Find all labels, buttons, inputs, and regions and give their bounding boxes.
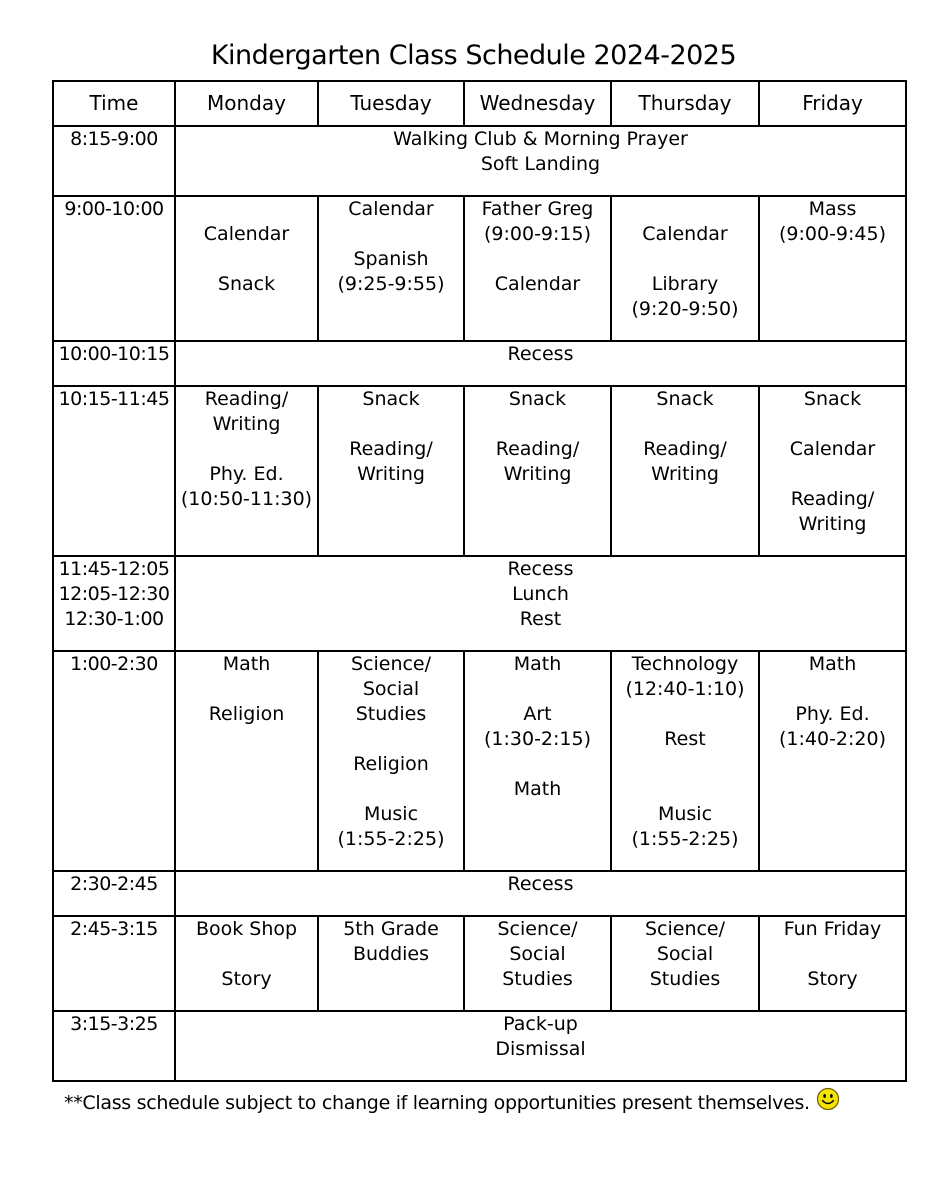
wednesday-activity-cell [464,386,611,556]
schedule-row [53,196,906,341]
time-cell [53,341,175,386]
activity-line: Studies [502,968,573,990]
activity-blank-line [176,197,317,222]
header-thursday: Thursday [611,81,759,126]
schedule-row [53,126,906,196]
friday-activity-cell [759,916,906,1011]
wednesday-activity-cell [464,651,611,871]
time-cell [53,871,175,916]
monday-activity-cell [175,916,318,1011]
time-line: 10:15-11:45 [58,388,170,410]
activity-line: Calendar [203,223,290,245]
activity-line: (1:55-2:25) [631,828,739,850]
time-line: 1:00-2:30 [70,653,158,675]
activity-line: Writing [651,463,719,485]
activity-line: Recess [507,343,574,365]
activity-line: Recess [507,873,574,895]
activity-line: Writing [357,463,425,485]
time-cell [53,126,175,196]
activity-line: Snack [803,388,862,410]
activity-line: Writing [798,513,867,535]
time-line: 2:45-3:15 [70,918,158,940]
activity-line: Walking Club & Morning Prayer [393,128,688,150]
activity-line: Snack [656,388,714,410]
activity-line: Religion [353,753,429,775]
activity-line: Calendar [789,438,876,460]
activity-line: Reading/ [349,438,433,460]
schedule-row [53,1011,906,1081]
activity-line: (1:30-2:15) [483,728,591,750]
header-monday: Monday [175,81,318,126]
activity-line: (12:40-1:10) [625,678,745,700]
class-schedule-table [52,80,907,1082]
smiley-face-icon [816,1087,840,1111]
activity-blank-line [760,942,905,967]
activity-blank-line [760,462,905,487]
schedule-row [53,386,906,556]
activity-blank-line [176,942,317,967]
activity-blank-line [612,702,758,727]
activity-line: Father Greg [481,198,594,220]
schedule-row [53,651,906,871]
activity-line: Buddies [352,943,430,965]
activity-line: (1:55-2:25) [337,828,445,850]
activity-line: Rest [519,608,562,630]
activity-line: Phy. Ed. [209,463,284,485]
all-days-activity-cell [175,1011,906,1081]
time-cell [53,196,175,341]
activity-blank-line [612,197,758,222]
activity-line: Snack [508,388,567,410]
activity-line: Music [657,803,713,825]
activity-line: Music [363,803,419,825]
all-days-activity-cell [175,126,906,196]
monday-activity-cell [175,196,318,341]
tuesday-activity-cell [318,386,464,556]
activity-blank-line [319,222,463,247]
activity-blank-line [465,752,610,777]
all-days-activity-cell [175,341,906,386]
activity-line: (9:00-9:45) [778,223,886,245]
activity-line: Studies [649,968,721,990]
activity-line: Snack [217,273,276,295]
all-days-activity-cell [175,871,906,916]
time-line: 3:15-3:25 [70,1013,158,1035]
activity-blank-line [612,777,758,802]
activity-line: (1:40-2:20) [778,728,886,750]
page-title: Kindergarten Class Schedule 2024-2025 [210,40,737,71]
time-line: 9:00-10:00 [64,198,164,220]
time-cell [53,386,175,556]
activity-line: Lunch [512,583,569,605]
activity-blank-line [319,727,463,752]
thursday-activity-cell [611,196,759,341]
activity-line: Soft Landing [480,153,601,175]
activity-line: Reading/ [204,388,289,410]
activity-line: Reading/ [790,488,875,510]
schedule-row [53,556,906,651]
activity-line: Science/ [497,918,578,940]
thursday-activity-cell [611,386,759,556]
activity-line: Math [513,778,562,800]
activity-line: Science/ [644,918,726,940]
activity-line: 5th Grade [343,918,439,940]
activity-blank-line [465,247,610,272]
activity-line: Dismissal [495,1038,586,1060]
activity-line: Social [509,943,566,965]
activity-blank-line [176,677,317,702]
activity-line: Reading/ [643,438,727,460]
activity-blank-line [760,677,905,702]
activity-line: Snack [362,388,420,410]
header-time: Time [53,81,175,126]
tuesday-activity-cell [318,651,464,871]
activity-line: Social [656,943,714,965]
tuesday-activity-cell [318,916,464,1011]
activity-line: Mass [808,198,857,220]
activity-line: Calendar [494,273,581,295]
activity-line: Math [222,653,271,675]
all-days-activity-cell [175,556,906,651]
time-line: 2:30-2:45 [70,873,158,895]
activity-line: Pack-up [503,1013,578,1035]
activity-blank-line [319,412,463,437]
activity-line: Fun Friday [783,918,882,940]
activity-line: Writing [212,413,281,435]
activity-line: Spanish [353,248,429,270]
header-wednesday: Wednesday [464,81,611,126]
activity-line: Story [221,968,272,990]
activity-line: Rest [664,728,706,750]
activity-line: Math [808,653,857,675]
activity-line: Library [651,273,719,295]
time-line: 12:30-1:00 [64,608,164,630]
friday-activity-cell [759,196,906,341]
activity-line: Social [362,678,420,700]
time-line: 11:45-12:05 [58,558,170,580]
schedule-row [53,916,906,1011]
activity-line: Reading/ [495,438,580,460]
friday-activity-cell [759,386,906,556]
time-cell [53,556,175,651]
activity-line: Writing [503,463,572,485]
time-cell [53,916,175,1011]
footnote [64,1087,840,1114]
activity-line: Math [513,653,562,675]
schedule-row [53,871,906,916]
activity-line: Calendar [348,198,434,220]
activity-line: Art [523,703,552,725]
activity-line: (9:20-9:50) [631,298,739,320]
activity-line: Phy. Ed. [795,703,870,725]
activity-line: Technology [631,653,739,675]
activity-blank-line [176,437,317,462]
activity-line: Studies [355,703,427,725]
time-line: 12:05-12:30 [58,583,170,605]
time-line: 10:00-10:15 [58,343,170,365]
tuesday-activity-cell [318,196,464,341]
wednesday-activity-cell [464,196,611,341]
monday-activity-cell [175,386,318,556]
time-line: 8:15-9:00 [70,128,158,150]
activity-blank-line [612,412,758,437]
monday-activity-cell [175,651,318,871]
activity-blank-line [612,752,758,777]
activity-blank-line [176,247,317,272]
activity-line: Calendar [642,223,728,245]
header-row [53,81,906,126]
activity-line: Story [807,968,858,990]
thursday-activity-cell [611,916,759,1011]
footnote-text: **Class schedule subject to change if learning opportunities present themselves. [64,1092,810,1114]
activity-line: Science/ [350,653,432,675]
activity-blank-line [760,412,905,437]
activity-line: Recess [507,558,574,580]
activity-blank-line [319,777,463,802]
time-cell [53,1011,175,1081]
time-cell [53,651,175,871]
activity-line: (9:00-9:15) [483,223,591,245]
activity-blank-line [465,677,610,702]
activity-blank-line [465,412,610,437]
activity-blank-line [612,247,758,272]
activity-line: Religion [208,703,285,725]
schedule-row [53,341,906,386]
wednesday-activity-cell [464,916,611,1011]
header-friday: Friday [759,81,906,126]
activity-line: (10:50-11:30) [180,488,313,510]
activity-line: (9:25-9:55) [337,273,445,295]
activity-line: Book Shop [195,918,298,940]
header-tuesday: Tuesday [318,81,464,126]
thursday-activity-cell [611,651,759,871]
friday-activity-cell [759,651,906,871]
